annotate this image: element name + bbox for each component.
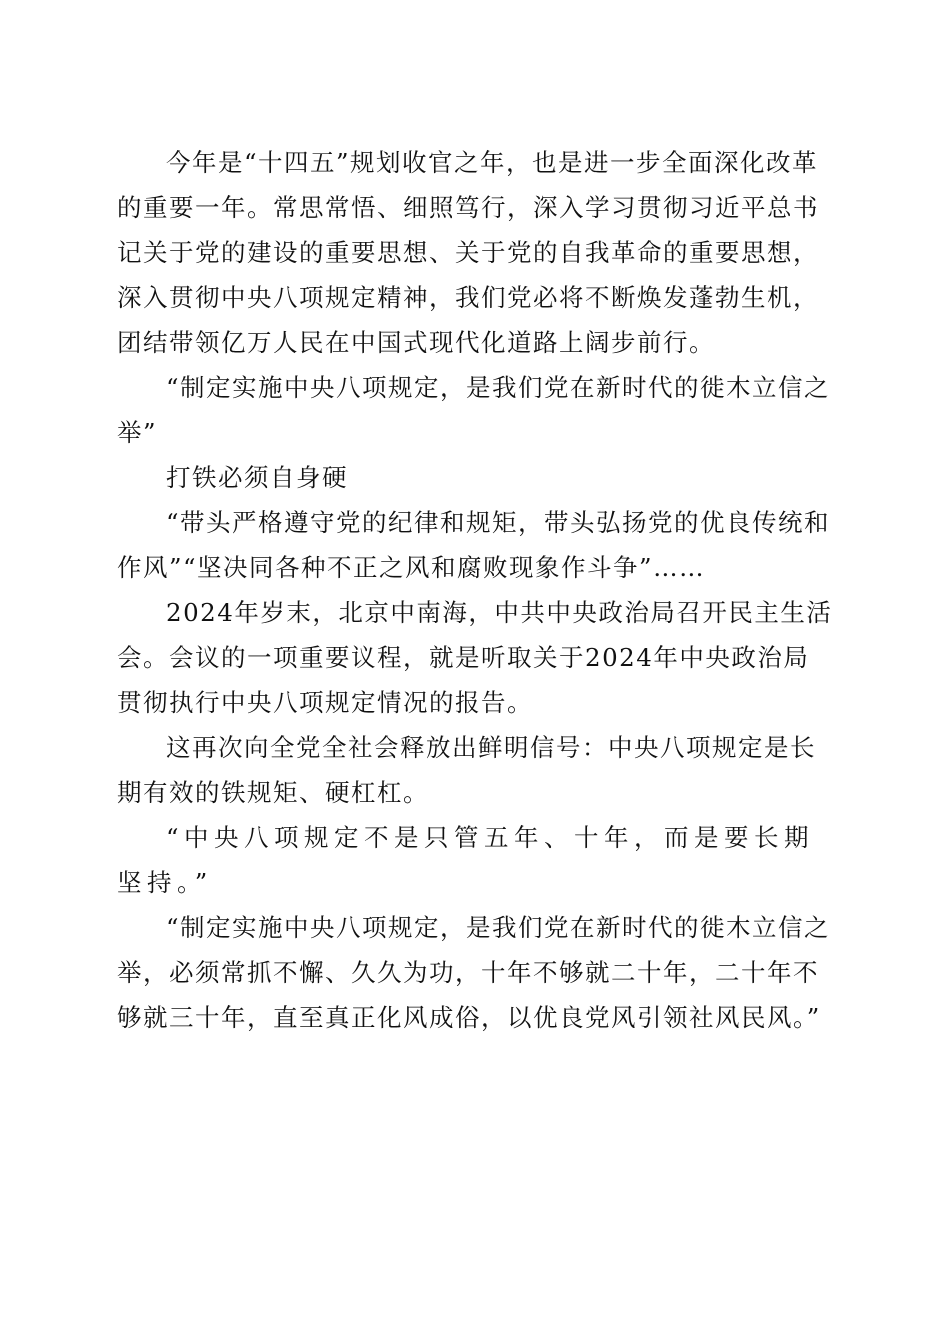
paragraph-section-title: 打铁必须自身硬: [166, 463, 348, 492]
paragraph-signal: 这再次向全党全社会释放出鲜明信号：中央八项规定是长期有效的铁规矩、硬杠杠。: [117, 733, 816, 807]
document-page: [117, 140, 835, 1040]
paragraph-closing-quote: “制定实施中央八项规定，是我们党在新时代的徙木立信之举，必须常抓不懈、久久为功，十年不够就二十年，二十年不够就三十年，直至真正化风成俗，以优良党风引领社风民风。”: [117, 913, 831, 1032]
paragraph-subheading-quote: “制定实施中央八项规定，是我们党在新时代的徙木立信之举”: [117, 373, 831, 447]
paragraph-long-term: “中央八项规定不是只管五年、十年，而是要长期坚持。”: [117, 823, 815, 897]
paragraph-quotes: “带头严格遵守党的纪律和规矩，带头弘扬党的优良传统和作风”“坚决同各种不正之风和腐败现象作斗争”……: [117, 508, 831, 582]
paragraph-intro: 今年是“十四五”规划收官之年，也是进一步全面深化改革的重要一年。常思常悟、细照笃行，深入学习贯彻习近平总书记关于党的建设的重要思想、关于党的自我革命的重要思想，深入贯彻中央八项规定精神，我们党必将不断焕发蓬勃生机，团结带领亿万人民在中国式现代化道路上阔步前行。: [117, 148, 819, 357]
paragraph-meeting: 2024年岁末，北京中南海，中共中央政治局召开民主生活会。会议的一项重要议程，就是听取关于2024年中央政治局贯彻执行中央八项规定情况的报告。: [117, 598, 833, 717]
